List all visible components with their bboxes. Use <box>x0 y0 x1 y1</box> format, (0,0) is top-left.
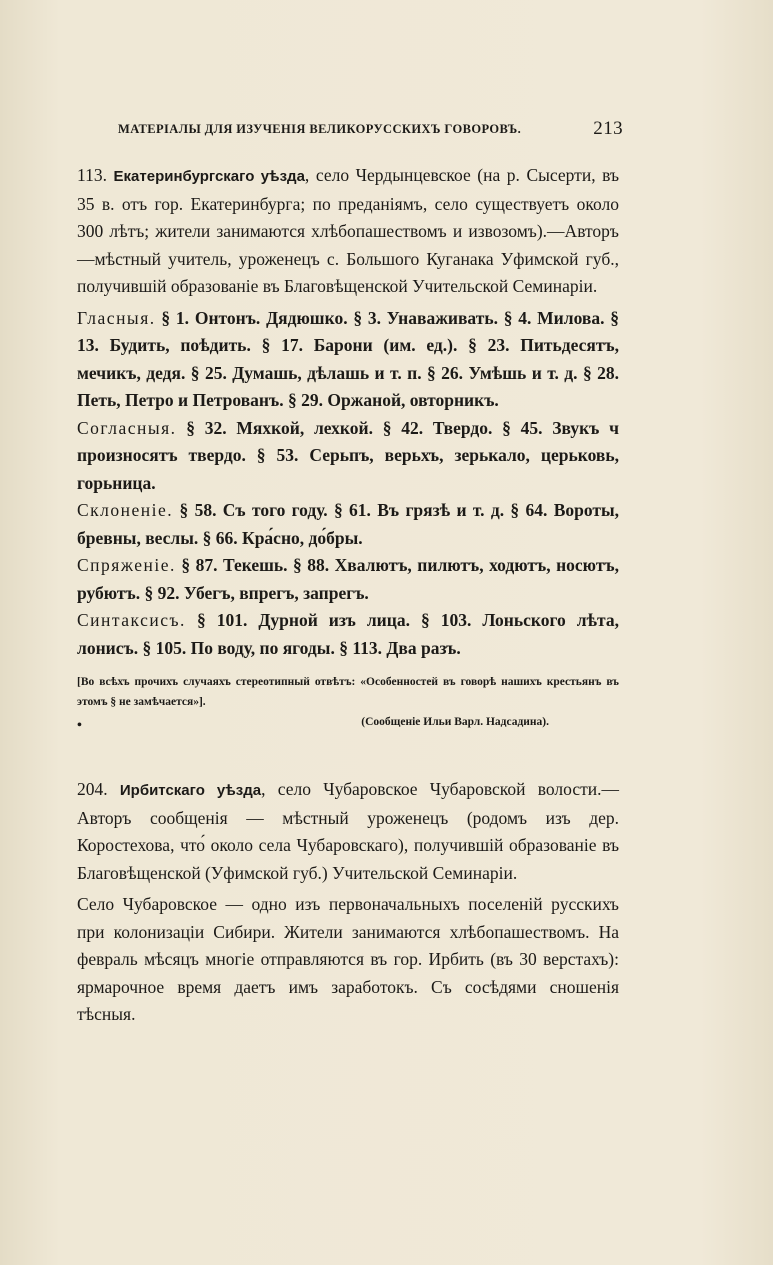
signature-line <box>77 712 619 732</box>
consonants-label: Согласныя. <box>77 417 177 438</box>
editor-note: [Во всѣхъ прочихъ случаяхъ стереотипный отвѣтъ: «Особенностей въ говорѣ нашихъ крестьянъ въ этомъ § не замѣчается»]. <box>77 676 619 708</box>
entry-204-paragraph: Село Чубаровское — одно изъ первоначальныхъ поселеній русскихъ при колонизаціи Сибири. Жители занимаются хлѣбопашествомъ. На февраль мѣсяцъ многіе отправляются въ гор. Ирбить (въ 30 верстахъ): ярмарочное время даетъ имъ заработокъ. Съ сосѣдями сношенія тѣсныя. <box>77 894 619 1024</box>
syntax-text: § 101. Дурной изъ лица. § 103. Лоньского лѣта, лонисъ. § 105. По воду, по ягоды. § 113. Два разъ. <box>77 610 619 658</box>
vowels-text: § 1. Онтонъ. Дядюшко. § 3. Унаваживать. § 4. Милова. § 13. Будить, поѣдить. § 17. Барони (им. ед.). § 23. Питьдесятъ, мечикъ, дедя. § 25. Думашь, дѣлашь и т. п. § 26. Умѣшь и т. д. § 28. Петь, Петро и Петрованъ. § 29. Оржаной, овторникъ. <box>77 307 619 410</box>
entry-113-intro-text: , село Чердынцевское (на р. Сысерти, въ 35 в. отъ гор. Екатеринбурга; по преданіямъ, село существуетъ около 300 лѣтъ; жители занимаются хлѣбопашествомъ и извозомъ).—Авторъ—мѣстный учитель, уроженецъ с. Большого Куганака Уфимской губ., получившій образованіе въ Благовѣщенской Учительской Семинаріи. <box>77 165 620 296</box>
entry-113-region: Екатеринбургскаго уѣзда <box>113 168 305 185</box>
declension-label: Склоненіе. <box>77 500 174 520</box>
page-number: 213 <box>593 118 623 139</box>
syntax-paragraph <box>77 607 619 662</box>
consonants-paragraph <box>77 415 619 498</box>
running-header <box>118 118 623 142</box>
conjugation-label: Спряженіе. <box>77 555 176 575</box>
entry-113-number: 113. <box>77 165 107 185</box>
entry-204-intro <box>77 776 619 887</box>
syntax-label: Синтаксисъ. <box>77 610 186 630</box>
consonants-text: § 32. Мяхкой, лехкой. § 42. Твердо. § 45. Звукъ ч произносятъ твердо. § 53. Серьпъ, верьхъ, зерькало, церьковь, горьница. <box>77 417 619 493</box>
signature: (Сообщеніе Ильи Варл. Надсадина). <box>361 716 549 728</box>
page-body <box>77 162 619 1029</box>
declension-text: § 58. Съ того году. § 61. Въ грязѣ и т. д. § 64. Вороты, бревны, веслы. § 66. Кра́сно, до́бры. <box>77 500 619 548</box>
declension-paragraph <box>77 497 619 552</box>
entry-204-region: Ирбитскаго уѣзда <box>119 782 262 799</box>
entry-113-intro <box>77 162 619 301</box>
section-gap <box>77 732 619 776</box>
running-title: МАТЕРІАЛЫ ДЛЯ ИЗУЧЕНІЯ ВЕЛИКОРУССКИХЪ ГОВОРОВЪ. <box>118 122 522 136</box>
entry-204-number: 204. <box>77 779 108 799</box>
stray-dot: • <box>77 718 82 733</box>
entry-204-intro-text: , село Чубаровское Чубаровской волости.—Авторъ сообщенія — мѣстный уроженецъ (родомъ изъ дер. Коростехова, что́ около села Чубаровскаго), получившій образованіе въ Благовѣщенской (Уфимской губ.) Учительской Семинаріи. <box>77 779 619 883</box>
conjugation-text: § 87. Текешь. § 88. Хвалютъ, пилютъ, ходютъ, носютъ, рубютъ. § 92. Убегъ, впрегъ, запрегъ. <box>77 555 619 603</box>
vowels-paragraph <box>77 305 619 415</box>
vowels-label: Гласныя. <box>77 307 156 328</box>
conjugation-paragraph <box>77 552 619 607</box>
